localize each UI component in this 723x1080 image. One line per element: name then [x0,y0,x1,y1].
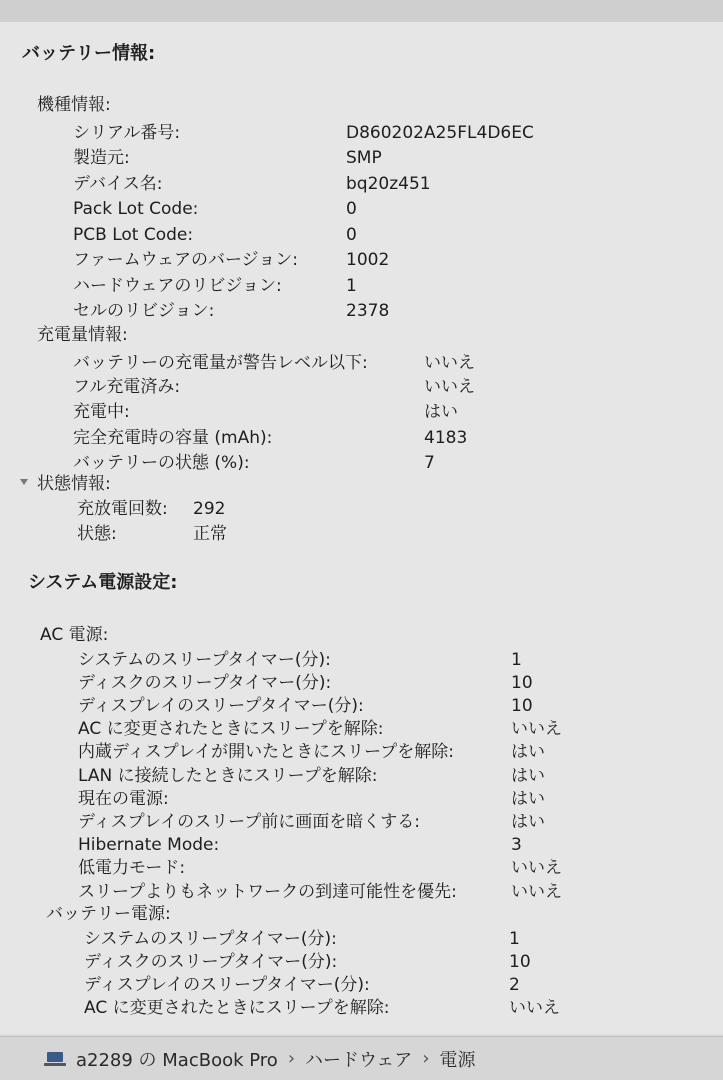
row-label: 現在の電源: [78,789,169,809]
row-value: 0 [346,199,357,219]
breadcrumb-separator: › [287,1048,296,1069]
row-label: LAN に接続したときにスリープを解除: [78,766,378,786]
row-value: はい [511,766,545,786]
row-value: 2 [509,975,520,995]
row-label: AC に変更されたときにスリープを解除: [78,719,384,739]
row-label: AC に変更されたときにスリープを解除: [84,998,390,1018]
ac-power-label: AC 電源: [40,625,109,645]
breadcrumb-separator: › [422,1048,430,1069]
row-value: 正常 [193,524,227,544]
row-label: 完全充電時の容量 (mAh): [73,428,273,448]
row-label: Pack Lot Code: [73,199,199,219]
row-label: 充電中: [73,402,130,422]
row-value: いいえ [511,719,562,739]
row-label: ディスプレイのスリープタイマー(分): [84,975,370,995]
row-value: はい [511,812,545,832]
breadcrumb-power[interactable]: 電源 [439,1049,476,1071]
row-value: 3 [511,835,522,855]
row-value: いいえ [424,377,475,397]
status-info-label: 状態情報: [37,474,111,494]
row-label: システムのスリープタイマー(分): [84,929,337,949]
row-label: ファームウェアのバージョン: [73,250,299,270]
power-settings-heading: システム電源設定: [28,572,178,593]
row-value: 1 [511,650,522,670]
row-value: 10 [511,673,533,693]
row-label: 状態: [77,524,117,544]
row-value: いいえ [511,882,562,902]
row-value: はい [511,789,545,809]
window-top-edge [0,0,723,23]
row-value: 0 [346,225,357,245]
row-label: ディスクのスリープタイマー(分): [78,673,332,693]
row-value: いいえ [509,998,560,1018]
model-info-label: 機種情報: [37,95,111,115]
row-label: スリープよりもネットワークの到達可能性を優先: [78,882,457,902]
row-value: はい [511,742,545,762]
row-label: ディスプレイのスリープ前に画面を暗くする: [78,812,420,832]
row-label: Hibernate Mode: [78,835,220,855]
row-value: 4183 [424,428,468,448]
row-label: 低電力モード: [78,858,186,878]
row-label: バッテリーの状態 (%): [73,453,250,473]
breadcrumb [0,1036,723,1080]
row-label: フル充電済み: [73,377,181,397]
row-label: ハードウェアのリビジョン: [73,276,282,296]
breadcrumb-hardware[interactable]: ハードウェア [305,1049,413,1071]
row-value: いいえ [424,353,475,373]
row-label: 内蔵ディスプレイが開いたときにスリープを解除: [78,742,454,762]
row-value: 10 [509,952,531,972]
row-value: 10 [511,696,533,716]
row-value: 1 [509,929,520,949]
battery-info-heading: バッテリー情報: [22,43,156,64]
report-content [0,22,723,1034]
row-label: セルのリビジョン: [73,301,215,321]
row-label: ディスクのスリープタイマー(分): [84,952,338,972]
row-value: 2378 [346,301,390,321]
row-value: SMP [346,148,382,168]
laptop-icon [44,1052,66,1066]
row-label: シリアル番号: [73,123,181,143]
row-value: いいえ [511,858,562,878]
row-value: 1002 [346,250,390,270]
battery-power-label: バッテリー電源: [46,904,171,924]
row-label: システムのスリープタイマー(分): [78,650,331,670]
row-value: はい [424,402,458,422]
row-value: D860202A25FL4D6EC [346,123,534,143]
row-label: 製造元: [73,148,130,168]
row-label: 充放電回数: [77,499,168,519]
row-value: 1 [346,276,357,296]
row-value: 292 [193,499,226,519]
row-value: 7 [424,453,435,473]
row-label: ディスプレイのスリープタイマー(分): [78,696,364,716]
row-label: バッテリーの充電量が警告レベル以下: [73,353,368,373]
disclosure-triangle-icon[interactable] [20,471,28,489]
row-label: PCB Lot Code: [73,225,194,245]
row-label: デバイス名: [73,174,163,194]
breadcrumb-computer[interactable]: a2289 の MacBook Pro [76,1049,278,1071]
row-value: bq20z451 [346,174,431,194]
charge-info-label: 充電量情報: [37,325,128,345]
